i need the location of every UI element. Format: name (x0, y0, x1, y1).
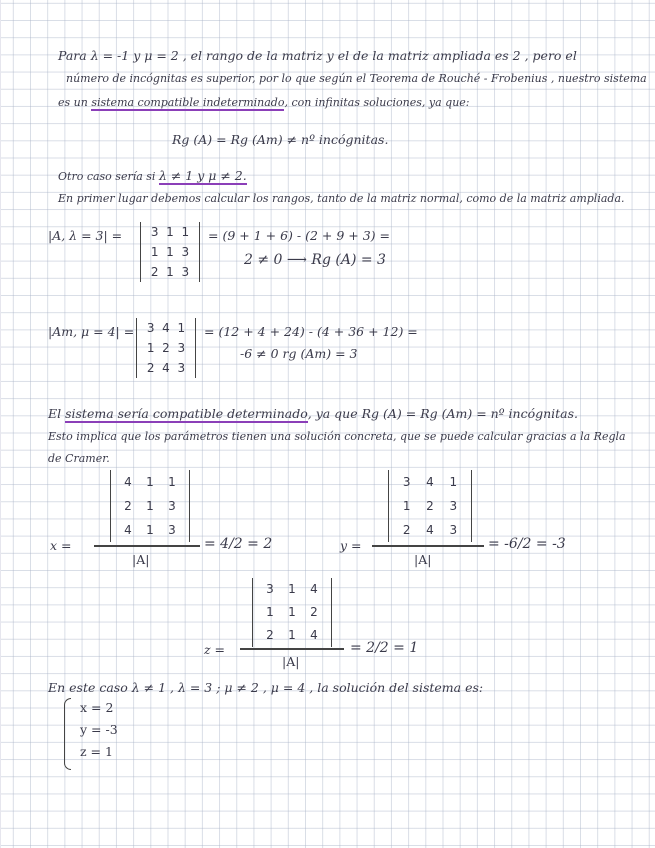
cell: 1 (166, 225, 174, 239)
cell: 1 (146, 523, 154, 537)
z-fraction-bar (240, 648, 344, 650)
cell: 3 (168, 499, 176, 513)
cell: 1 (166, 265, 174, 279)
determinate-system-highlight: sistema sería compatible determinado (65, 406, 308, 421)
matrix-a-row-2 (141, 242, 199, 262)
matrix-y-row-3 (389, 518, 471, 542)
solution-x: x = 2 (80, 700, 114, 715)
matrix-x-row-3 (111, 518, 189, 542)
cell: 3 (146, 321, 155, 335)
cell: 4 (426, 475, 434, 489)
matrix-z-row-1 (253, 578, 331, 601)
cell: 2 (124, 499, 132, 513)
other-case-condition: λ ≠ 1 y μ ≠ 2. (158, 168, 247, 183)
cramer-line-1: Esto implica que los parámetros tienen una solución concreta, que se puede calcular gracias a la Regla (48, 430, 626, 443)
cell: 3 (181, 265, 190, 279)
cell: 3 (449, 499, 458, 513)
rank-inequality: Rg (A) = Rg (Am) ≠ nº incógnitas. (172, 132, 389, 147)
intro-line-3 (58, 96, 470, 109)
cell: 2 (266, 628, 274, 642)
cell: 2 (150, 265, 159, 279)
cell: 3 (402, 475, 411, 489)
cell: 1 (449, 475, 458, 489)
indeterminate-system-highlight: sistema compatible indeterminado (91, 96, 285, 109)
cell: 3 (266, 582, 274, 596)
cell: 1 (177, 321, 186, 335)
determinate-suffix: , ya que Rg (A) = Rg (Am) = nº incógnitas. (307, 406, 579, 421)
cell: 1 (288, 628, 296, 642)
det-a-label: |A, λ = 3| = (48, 228, 123, 243)
matrix-z-row-2 (253, 601, 331, 624)
matrix-y-row-2 (389, 494, 471, 518)
cell: 1 (146, 475, 154, 489)
matrix-a-row-1 (141, 222, 199, 242)
matrix-am (136, 318, 196, 378)
cell: 3 (177, 361, 186, 375)
cell: 1 (146, 341, 155, 355)
z-label: z = (204, 642, 226, 657)
solution-brace (64, 698, 71, 770)
matrix-a (140, 222, 200, 282)
x-denominator: |A| (132, 552, 150, 567)
matrix-y-numerator (388, 470, 472, 542)
det-am-label: |Am, μ = 4| = (48, 324, 135, 339)
y-result: = -6/2 = -3 (488, 536, 566, 552)
cell: 1 (150, 245, 159, 259)
cell: 4 (162, 361, 170, 375)
z-result: = 2/2 = 1 (350, 640, 419, 656)
intro-line-1: Para λ = -1 y μ = 2 , el rango de la matriz y el de la matriz ampliada es 2 , pero el (58, 48, 577, 63)
cell: 4 (426, 523, 434, 537)
x-fraction-bar (94, 545, 200, 547)
cell: 4 (162, 321, 170, 335)
cell: 1 (181, 225, 190, 239)
ranks-intro-line: En primer lugar debemos calcular los rangos, tanto de la matriz normal, como de la matriz ampliada. (58, 192, 625, 205)
conclusion-line: En este caso λ ≠ 1 , λ = 3 ; μ ≠ 2 , μ = 4 , la solución del sistema es: (48, 680, 484, 695)
det-am-result: -6 ≠ 0 rg (Am) = 3 (240, 346, 358, 361)
cell: 2 (146, 361, 155, 375)
y-denominator: |A| (414, 552, 432, 567)
other-case-line (58, 168, 247, 183)
z-denominator: |A| (282, 654, 300, 669)
cell: 1 (146, 499, 154, 513)
matrix-z-row-3 (253, 624, 331, 647)
solution-z: z = 1 (80, 744, 113, 759)
cell: 3 (181, 245, 190, 259)
cell: 1 (288, 605, 296, 619)
matrix-am-row-1 (137, 318, 195, 338)
cell: 3 (177, 341, 186, 355)
cramer-line-2: de Cramer. (48, 452, 110, 465)
solution-y: y = -3 (80, 722, 118, 737)
intro-line-3-suffix: , con infinitas soluciones, ya que: (284, 96, 470, 109)
x-label: x = (50, 538, 72, 553)
cell: 2 (426, 499, 434, 513)
cell: 4 (124, 523, 132, 537)
other-case-prefix: Otro caso sería si (58, 170, 156, 183)
matrix-z-numerator (252, 578, 332, 647)
cell: 3 (449, 523, 458, 537)
det-a-calc: = (9 + 1 + 6) - (2 + 9 + 3) = (208, 228, 390, 243)
matrix-a-row-3 (141, 262, 199, 282)
matrix-x-numerator (110, 470, 190, 542)
matrix-y-row-1 (389, 470, 471, 494)
cell: 4 (310, 628, 318, 642)
determinate-prefix: El (48, 406, 62, 421)
matrix-am-row-3 (137, 358, 195, 378)
cell: 1 (266, 605, 274, 619)
cell: 2 (402, 523, 411, 537)
intro-line-2: número de incógnitas es superior, por lo que según el Teorema de Rouché - Frobenius , nuestro sistema (66, 72, 647, 85)
cell: 4 (310, 582, 318, 596)
cell: 1 (288, 582, 296, 596)
cell: 2 (162, 341, 170, 355)
y-fraction-bar (372, 545, 484, 547)
determinate-line (48, 406, 578, 421)
det-am-calc: = (12 + 4 + 24) - (4 + 36 + 12) = (204, 324, 418, 339)
cell: 1 (168, 475, 176, 489)
cell: 4 (124, 475, 132, 489)
cell: 1 (166, 245, 174, 259)
matrix-am-row-2 (137, 338, 195, 358)
cell: 1 (402, 499, 411, 513)
cell: 2 (310, 605, 318, 619)
matrix-x-row-2 (111, 494, 189, 518)
y-label: y = (340, 538, 362, 553)
cell: 3 (168, 523, 176, 537)
matrix-x-row-1 (111, 470, 189, 494)
x-result: = 4/2 = 2 (204, 536, 273, 552)
det-a-result: 2 ≠ 0 ⟶ Rg (A) = 3 (244, 252, 386, 268)
intro-line-3-prefix: es un (58, 96, 88, 109)
cell: 3 (150, 225, 159, 239)
